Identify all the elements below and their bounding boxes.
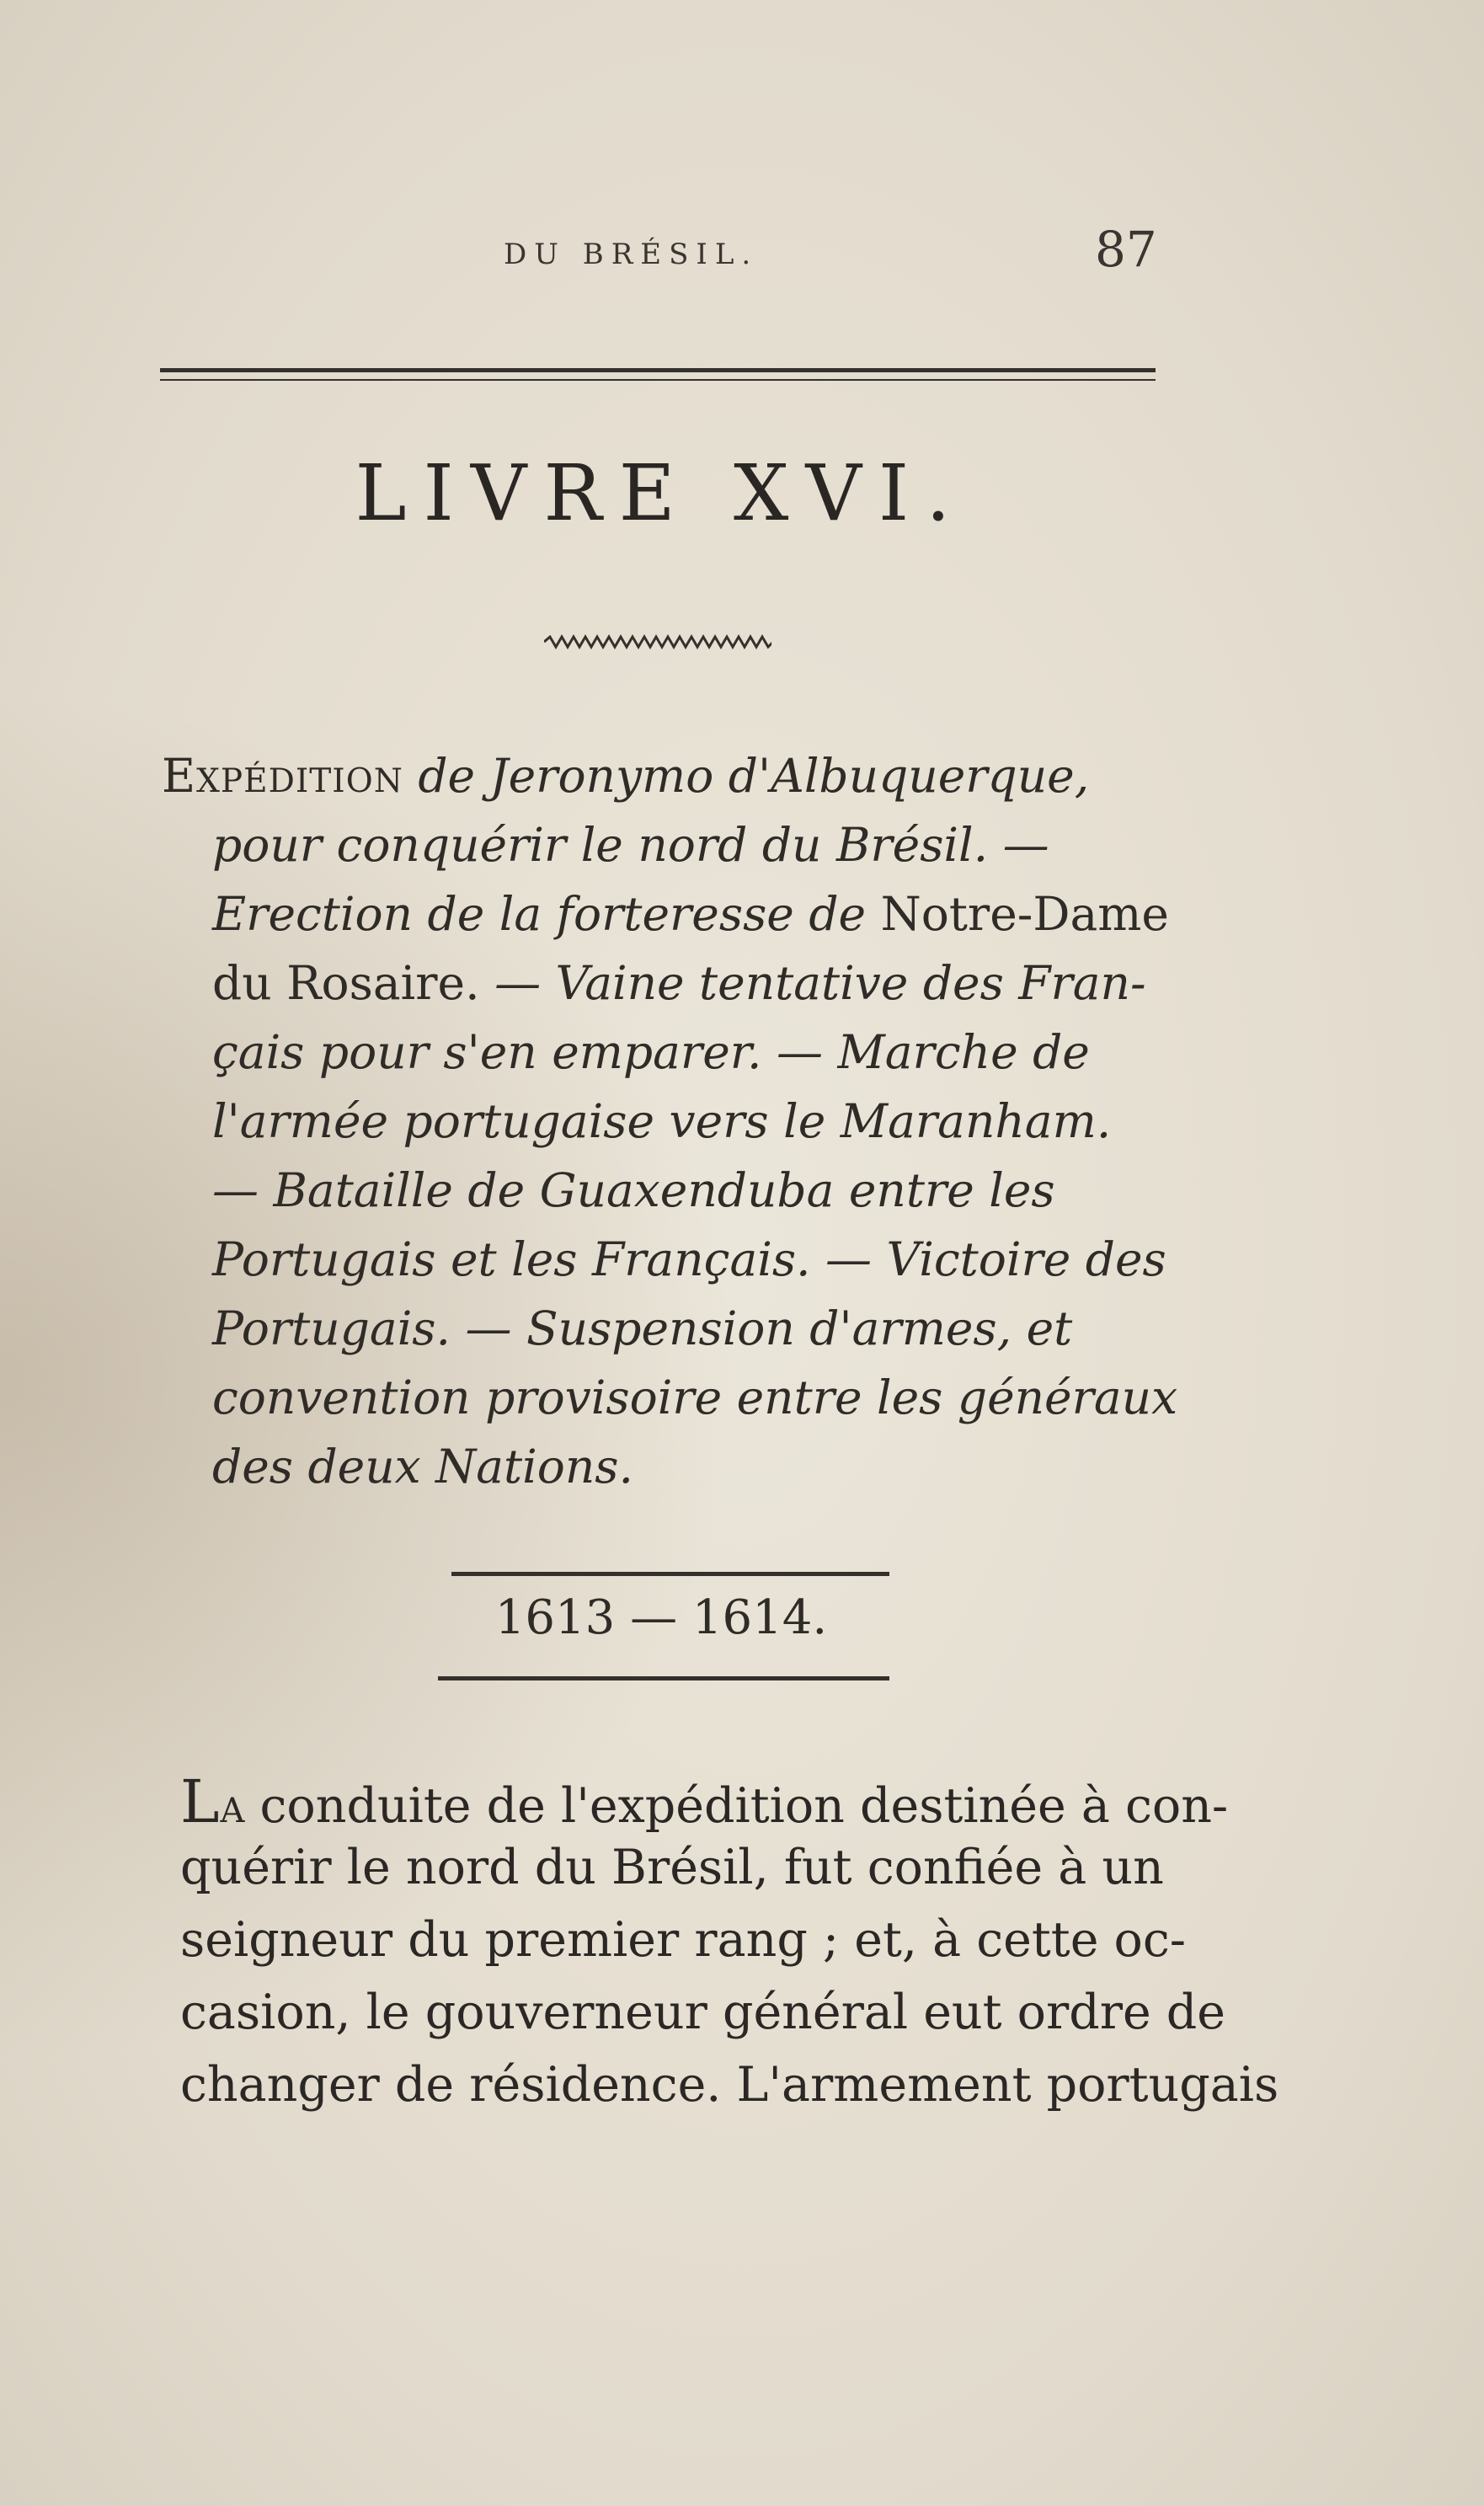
summary-place-name: Notre-Dame	[880, 887, 1169, 941]
body-line: casion, le gouverneur général eut ordre de	[180, 1985, 1226, 2040]
wavy-ornament	[544, 633, 771, 650]
page-number: 87	[1095, 221, 1157, 278]
summary-line: Portugais et les Français. — Victoire des	[212, 1232, 1166, 1286]
summary-line	[212, 879, 1169, 948]
summary-place-name: Rosaire.	[286, 956, 480, 1010]
date-rule-top	[451, 1572, 889, 1576]
header-rule-thin	[160, 379, 1156, 381]
summary-line: pour conquérir le nord du Brésil. —	[212, 818, 1049, 872]
summary-place-name: du	[212, 956, 272, 1010]
summary-text: Erection de la forteresse de	[212, 887, 867, 941]
body-line	[180, 1767, 1228, 1836]
summary-lead: Expédition	[162, 749, 403, 803]
book-title: LIVRE XVI.	[355, 448, 968, 538]
summary-text: — Vaine tentative des Fran-	[494, 956, 1146, 1010]
body-text-run: conduite de l'expédition destinée à con-	[259, 1778, 1229, 1834]
summary-text: de Jeronymo d'Albuquerque,	[418, 749, 1090, 803]
summary-line: çais pour s'en emparer. — Marche de	[212, 1025, 1090, 1079]
date-rule-bottom	[438, 1676, 889, 1680]
drop-cap-rest: a	[220, 1778, 245, 1834]
body-line: quérir le nord du Brésil, fut confiée à un	[180, 1840, 1164, 1895]
header-rule-thick	[160, 368, 1156, 372]
body-line: changer de résidence. L'armement portugais	[180, 2057, 1279, 2113]
body-line: seigneur du premier rang ; et, à cette oc-	[180, 1912, 1187, 1968]
summary-line: Portugais. — Suspension d'armes, et	[212, 1301, 1073, 1355]
summary-line: — Bataille de Guaxenduba entre les	[212, 1163, 1055, 1217]
summary-line: convention provisoire entre les généraux	[212, 1371, 1178, 1424]
summary-line: des deux Nations.	[212, 1440, 633, 1493]
drop-cap: L	[180, 1767, 221, 1836]
summary-line	[162, 741, 1089, 810]
summary-line: l'armée portugaise vers le Maranham.	[212, 1094, 1112, 1148]
summary-line	[212, 948, 1146, 1018]
date-range: 1613 — 1614.	[494, 1590, 828, 1645]
running-head: DU BRÉSIL.	[504, 238, 759, 271]
